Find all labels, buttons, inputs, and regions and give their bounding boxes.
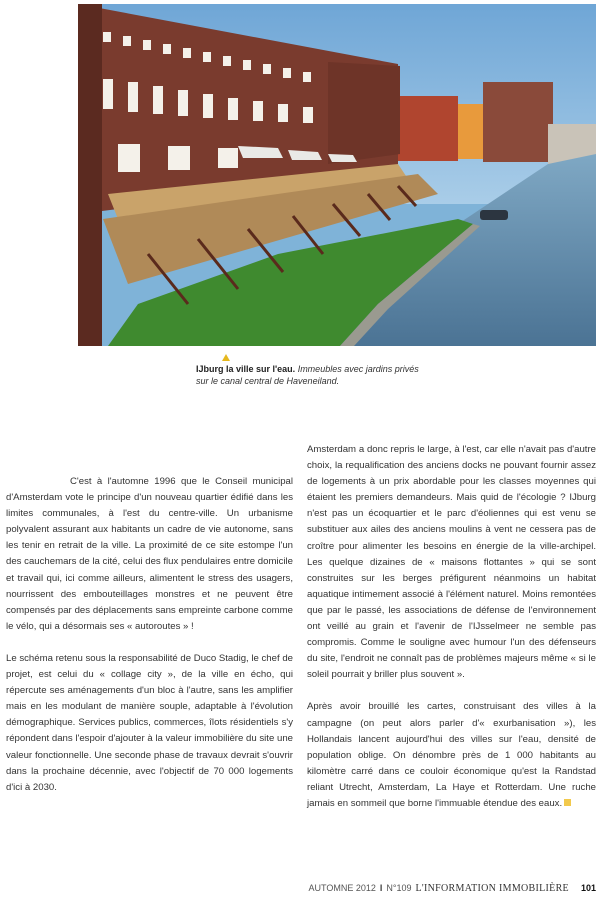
article-photo [78, 4, 596, 346]
paragraph-text: Après avoir brouillé les cartes, construisant des villes à la campagne (on peut alors parler d'« exurbanisation »), les Hollandais lancent aujourd'hui des villes sur l'eau, densité de population oblige. On dénombre près de 1 000 habitants au kilomètre carré dans ce couloir économique qu'est la Randstad reliant Utrecht, Amsterdam, La Haye et Rotterdam. Une ruche jamais en sommeil que borne l'immuable étendue des eaux. [307, 701, 596, 809]
footer-magazine: L'INFORMATION IMMOBILIÈRE [415, 883, 569, 894]
page-number: 101 [580, 883, 596, 893]
page-footer [309, 883, 597, 897]
footer-separator: I [379, 883, 383, 893]
caption-text: Immeubles avec jardins privés sur le canal central de Haveneiland. [196, 364, 419, 386]
paragraph: C'est à l'automne 1996 que le Conseil municipal d'Amsterdam vote le principe d'un nouveau quartier édifié dans les limites communales, à l'est du centre-ville. Un urbanisme polyvalent assurant aux habitants un cadre de vie autonome, sans les tenir en retrait de la ville. La proximité de ce site estompe l'un des cauchemars de la cité, celui des flux pendulaires entre domicile et travail qui, ici comme ailleurs, alimentent le stress des usagers, nourrissent des embouteillages monstres et ne peuvent être compensés par des déplacements sans empreinte carbone comme le vélo, qui a désormais ses « autoroutes » ! [6, 476, 293, 632]
paragraph: Amsterdam a donc repris le large, à l'est, car elle n'avait pas d'autre choix, la requalification des anciens docks ne pouvant fournir assez de logements à un prix abordable pour les classes moyennes qui étaient les premiers demandeurs. Mais quid de l'écologie ? IJburg n'est pas un écoquartier et le parc d'éoliennes qui est venu se substituer aux ailes des anciens moulins à vent ne cessera pas de croître pour alimenter les besoins en énergie de la ville-archipel. Les quelque dizaines de « maisons flottantes » qui se sont construites sur les berges préfigurent néanmoins un habitat aquatique intimement associé à l'élément naturel. Moins remontées que par le passé, les associations de défense de l'environnement ont veillé au grain et l'avenir de l'IJsselmeer ne semble pas compromis. Comme le souligne avec humour l'un des défenseurs du site, l'endroit ne connaît pas de problèmes majeurs même « si le soleil pourrait y briller plus souvent ». [307, 444, 596, 681]
boat [480, 210, 508, 220]
footer-issue: AUTOMNE 2012 [308, 883, 376, 893]
end-mark-icon [564, 799, 571, 806]
paragraph: Le schéma retenu sous la responsabilité de Duco Stadig, le chef de projet, est celui du « collage city », de la ville en écho, qui répercute ses aménagements d'un bloc à l'autre, sans les amplifier mais en les modulant de manière souple, adaptable à l'évolution démographique. Services publics, commerces, îlots résidentiels s'y répondent dans l'espoir d'ajouter à la valeur immobilière du site une valeur fonctionnelle. Une seconde phase de travaux devrait s'ouvrir dans la prochaine décennie, avec l'objectif de 70 000 logements d'ici à 2030. [6, 652, 293, 793]
photo-caption [196, 363, 426, 387]
right-column [307, 442, 596, 812]
caption-title: IJburg la ville sur l'eau. [196, 364, 296, 374]
paragraph [307, 699, 596, 812]
footer-number: N°109 [386, 883, 412, 893]
left-wall [78, 4, 102, 346]
left-column [6, 474, 293, 796]
caption-marker [222, 354, 230, 361]
